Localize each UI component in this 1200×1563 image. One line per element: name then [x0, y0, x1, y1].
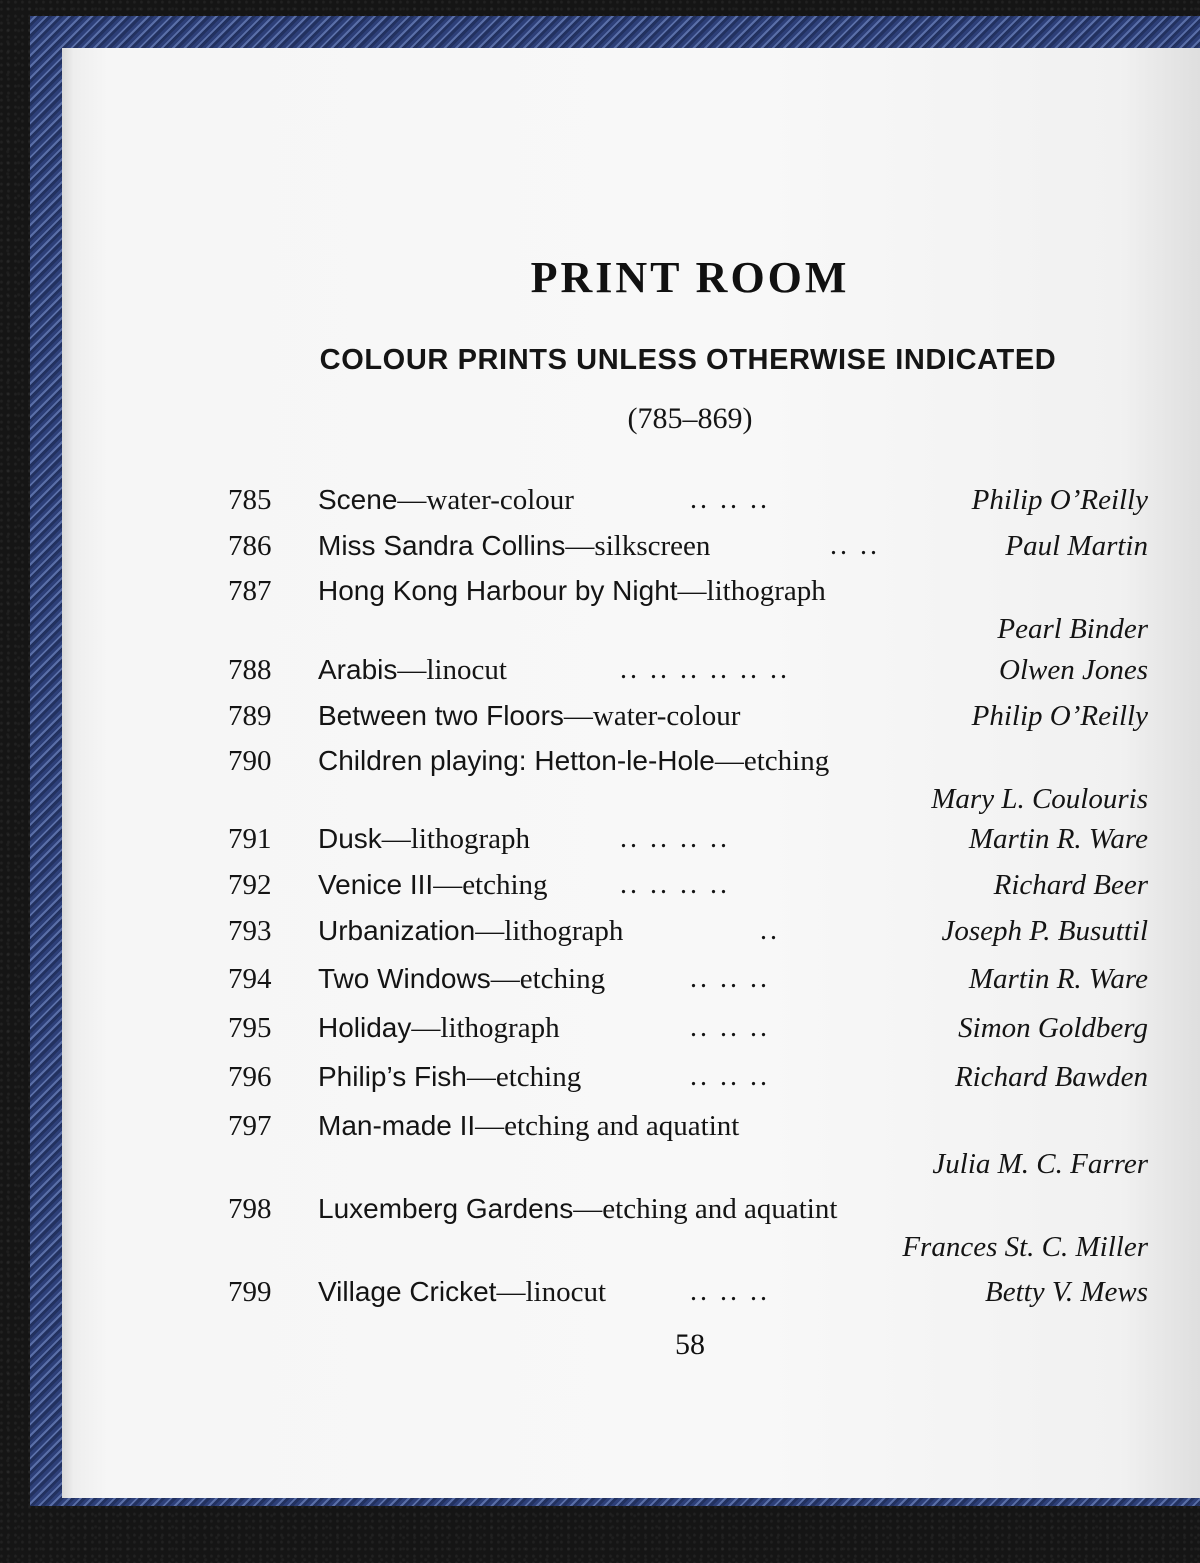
entry-work [318, 1008, 560, 1048]
entry-medium: —lithograph [411, 1012, 560, 1044]
entry-work [318, 480, 574, 520]
entry-title: Venice III [318, 869, 434, 900]
entry-number: 785 [228, 484, 272, 516]
entry-medium: —linocut [397, 654, 507, 686]
catalogue-entry [228, 819, 1148, 859]
entry-medium: —linocut [496, 1276, 606, 1308]
entry-medium: —etching [714, 745, 830, 777]
entry-title: Scene [318, 484, 398, 515]
entry-work [318, 650, 507, 690]
dot-leader: .. .. .. [690, 1276, 770, 1307]
dot-leader: .. .. .. .. .. .. [620, 654, 790, 685]
entry-work [318, 959, 605, 999]
entry-work [318, 911, 623, 951]
entry-work [318, 741, 829, 781]
dot-leader: .. .. .. [690, 484, 770, 515]
entry-artist: Mary L. Coulouris [931, 783, 1148, 815]
entry-number: 797 [228, 1110, 272, 1142]
dot-leader: .. .. .. [690, 1012, 770, 1043]
entry-medium: —water-colour [563, 700, 741, 732]
entry-work [318, 1106, 739, 1146]
entry-title: Miss Sandra Collins [318, 530, 566, 561]
entry-medium: —etching [466, 1061, 582, 1093]
page-title: PRINT ROOM [530, 253, 850, 302]
dot-leader: .. .. .. .. [620, 869, 730, 900]
catalogue-entry [228, 911, 1148, 951]
entry-work [318, 1189, 837, 1229]
dot-leader: .. .. .. .. [620, 823, 730, 854]
entry-artist: Richard Beer [993, 869, 1148, 901]
entry-title: Between two Floors [318, 700, 564, 731]
entry-artist: Olwen Jones [999, 654, 1148, 686]
entry-work [318, 1057, 581, 1097]
catalogue-entry [228, 1057, 1148, 1097]
catalogue-number-range: (785–869) [627, 402, 753, 435]
entry-medium: —water-colour [397, 484, 574, 516]
entry-title: Urbanization [318, 915, 476, 946]
entry-artist: Philip O’Reilly [971, 484, 1148, 516]
entry-title: Philip’s Fish [318, 1061, 467, 1092]
entry-artist: Martin R. Ware [968, 823, 1148, 855]
entry-number: 799 [228, 1276, 272, 1308]
dot-leader: .. .. [830, 530, 880, 561]
catalogue-entry [228, 1189, 1148, 1263]
entry-number: 792 [228, 869, 272, 901]
entry-artist: Philip O’Reilly [971, 700, 1148, 732]
entry-artist: Martin R. Ware [968, 963, 1148, 995]
entry-medium: —lithograph [677, 575, 826, 607]
entry-title: Arabis [318, 654, 398, 685]
entry-title: Two Windows [318, 963, 491, 994]
entry-medium: —lithograph [381, 823, 530, 855]
entry-medium: —etching and aquatint [573, 1193, 838, 1225]
entry-artist: Paul Martin [1005, 530, 1148, 562]
entry-artist: Joseph P. Busuttil [941, 915, 1148, 947]
entry-medium: —lithograph [475, 915, 624, 947]
catalogue-entry [228, 480, 1148, 520]
dot-leader: .. [760, 915, 780, 946]
catalogue-entry [228, 526, 1148, 566]
entry-artist: Betty V. Mews [985, 1276, 1148, 1308]
catalogue-entry [228, 650, 1148, 690]
entry-artist: Pearl Binder [997, 613, 1148, 645]
entry-work [318, 865, 548, 905]
entry-medium: —etching [490, 963, 606, 995]
catalogue-entry [228, 741, 1148, 815]
catalogue-entry [228, 1272, 1148, 1312]
entry-number: 791 [228, 823, 272, 855]
section-subtitle: COLOUR PRINTS UNLESS OTHERWISE INDICATED [319, 344, 1057, 376]
entry-artist: Simon Goldberg [958, 1012, 1148, 1044]
entry-title: Holiday [318, 1012, 412, 1043]
entry-medium: —etching and aquatint [475, 1110, 740, 1142]
entry-artist: Richard Bawden [954, 1061, 1148, 1093]
entry-medium: —etching [433, 869, 548, 901]
entry-title: Dusk [318, 823, 382, 854]
entry-number: 795 [228, 1012, 272, 1044]
catalogue-entry [228, 571, 1148, 645]
entry-number: 789 [228, 700, 272, 732]
entry-title: Children playing: Hetton-le-Hole [318, 745, 715, 776]
entry-medium: —silkscreen [565, 530, 711, 562]
entry-number: 790 [228, 745, 272, 777]
entry-work [318, 819, 530, 859]
entry-artist: Frances St. C. Miller [902, 1231, 1148, 1263]
entry-work [318, 571, 826, 611]
entry-number: 787 [228, 575, 272, 607]
entry-title: Man-made II [318, 1110, 476, 1141]
dot-leader: .. .. .. [690, 963, 770, 994]
entry-number: 788 [228, 654, 272, 686]
entry-title: Village Cricket [318, 1276, 497, 1307]
entry-number: 786 [228, 530, 272, 562]
catalogue-entry [228, 959, 1148, 999]
dot-leader: .. .. .. [690, 1061, 770, 1092]
entry-number: 793 [228, 915, 272, 947]
catalogue-entry [228, 865, 1148, 905]
catalogue-entry [228, 696, 1148, 736]
entry-work [318, 1272, 606, 1312]
entry-number: 796 [228, 1061, 272, 1093]
entry-work [318, 696, 740, 736]
entry-work [318, 526, 710, 566]
entry-artist: Julia M. C. Farrer [932, 1148, 1148, 1180]
entry-title: Hong Kong Harbour by Night [318, 575, 678, 606]
catalogue-entry [228, 1008, 1148, 1048]
entry-number: 794 [228, 963, 272, 995]
catalogue-entry [228, 1106, 1148, 1180]
page-number: 58 [675, 1328, 705, 1361]
entry-title: Luxemberg Gardens [318, 1193, 574, 1224]
entry-number: 798 [228, 1193, 272, 1225]
